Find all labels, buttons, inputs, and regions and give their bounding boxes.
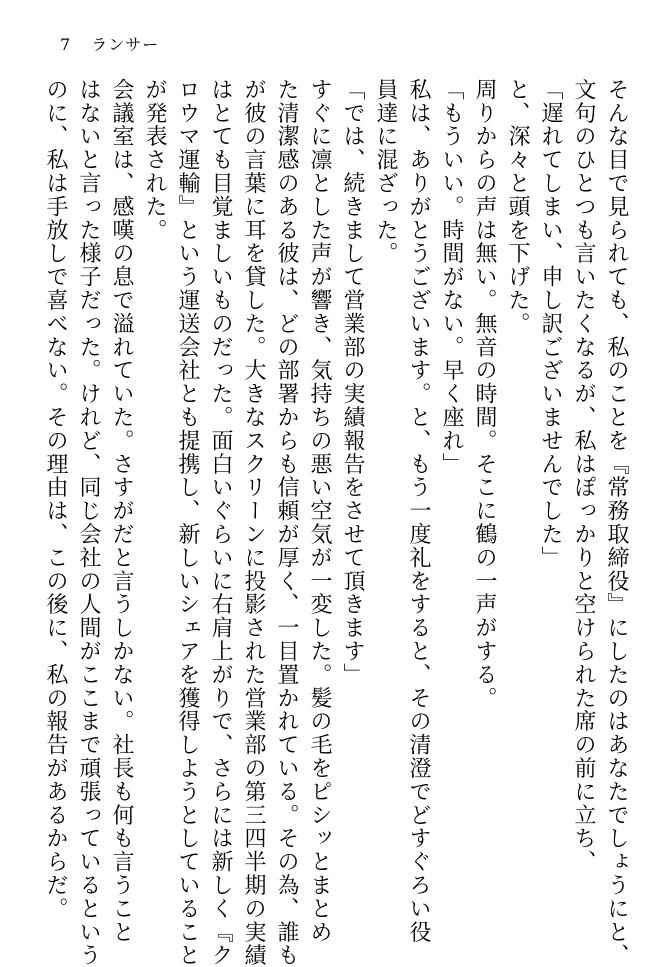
text-line: 員達に混ざった。 — [373, 78, 398, 266]
text-line: 文句のひとつも言いたくなるが、私はぽっかりと空けられた席の前に立ち、 — [571, 78, 596, 874]
text-line: はとても目覚ましいものだった。面白いぐらいに右肩上がりで、さらには新しく『ク — [208, 78, 233, 967]
text-line: 会議室は、感嘆の息で溢れていた。さすがだと言うしかない。社長も何も言うこと — [109, 78, 134, 944]
text-line: すぐに凛とした声が響き、気持ちの悪い空気が一変した。髪の毛をピシッとまとめ — [307, 78, 332, 944]
text-line: 「遅れてしまい、申し訳ございませんでした」 — [538, 78, 563, 570]
vertical-body-text — [39, 78, 633, 967]
text-line: 「もういい。時間がない。早く座れ」 — [439, 78, 464, 476]
text-line: のに、私は手放しで喜べない。その理由は、この後に、私の報告があるからだ。 — [43, 78, 68, 921]
text-line: 「では、続きまして営業部の実績報告をさせて頂きます」 — [340, 78, 365, 687]
chapter-title: ランサー — [91, 35, 160, 54]
text-line: が発表された。 — [142, 78, 167, 242]
text-line: と、深々と頭を下げた。 — [505, 78, 530, 336]
text-line: が彼の言葉に耳を貸した。大きなスクリーンに投影された営業部の第三四半期の実績 — [241, 78, 266, 967]
text-line: た清潔感のある彼は、どの部署からも信頼が厚く、一目置かれている。その為、誰も — [274, 78, 299, 967]
text-line: 周りからの声は無い。無音の時間。そこに鶴の一声がする。 — [472, 78, 497, 710]
text-line: そんな目で見られても、私のことを『常務取締役』にしたのはあなたでしょうにと、 — [604, 78, 629, 967]
text-line: 私は、ありがとうございます。と、もう一度礼をすると、その清澄でどすぐろい役 — [406, 78, 431, 944]
text-line: ロウマ運輸』という運送会社とも提携し、新しいシェアを獲得しようとしていること — [175, 78, 200, 967]
page-number: 7 — [60, 35, 72, 54]
running-head — [60, 32, 159, 55]
text-line: はないと言った様子だった。けれど、同じ会社の人間がここまで頑張っているという — [76, 78, 101, 967]
